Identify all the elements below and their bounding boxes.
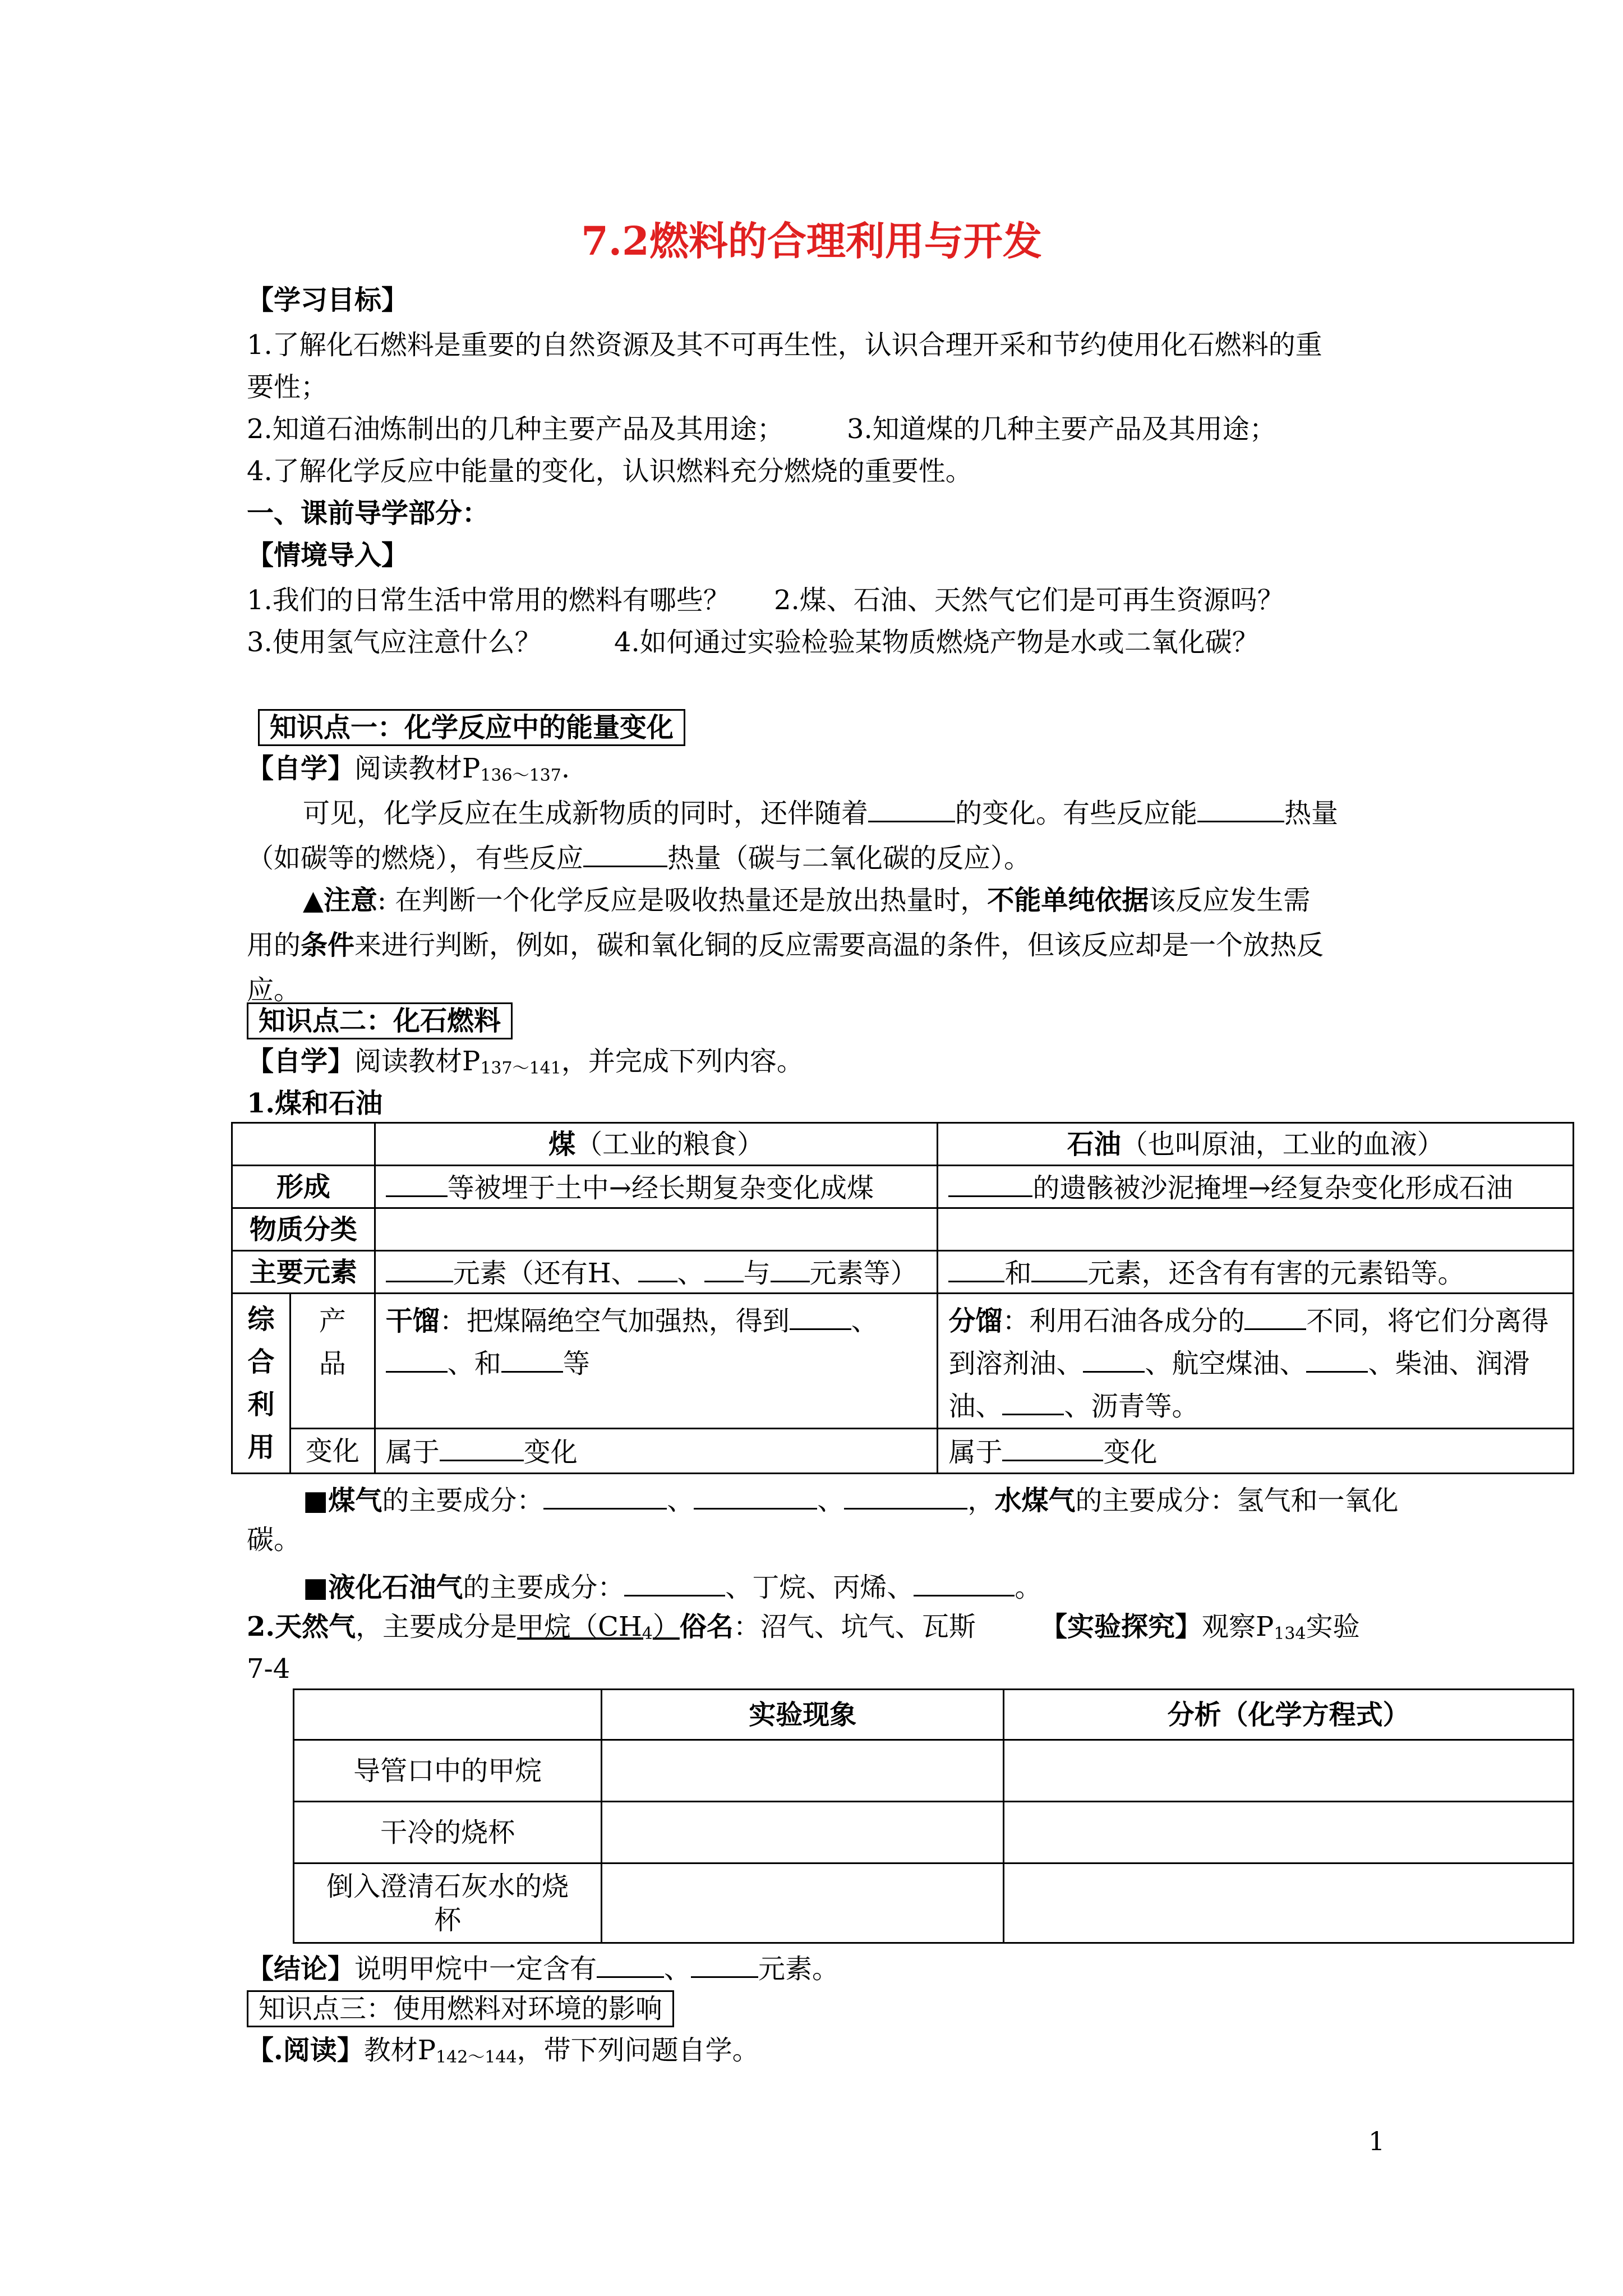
intro-question-3: 3.使用氢气应注意什么？ — [247, 627, 542, 658]
kp1-reading — [247, 752, 570, 793]
intro-question-1: 1.我们的日常生活中常用的燃料有哪些？ — [247, 585, 730, 616]
answer-blank[interactable] — [948, 1254, 1004, 1282]
coal-gas-line-cont: 碳。 — [247, 1524, 301, 1556]
answer-blank[interactable] — [790, 1301, 851, 1330]
goal-1-cont: 要性； — [247, 371, 328, 403]
conclusion-tag: 【结论】 — [247, 1953, 355, 1985]
knowledge-point-3-box: 知识点三：使用燃料对环境的影响 — [247, 1990, 674, 2027]
coal-formation: 等被埋于土中→经长期复杂变化成煤 — [375, 1166, 938, 1208]
note2-text-c: 来进行判断，例如，碳和氧化铜的反应需要高温的条件，但该反应却是一个放热反 — [354, 930, 1324, 961]
answer-blank[interactable] — [583, 839, 667, 867]
alias-label: 俗名 — [679, 1611, 734, 1642]
header-analysis: 分析（化学方程式） — [1004, 1690, 1574, 1740]
water-gas-text: 的主要成分：氢气和一氧化 — [1075, 1485, 1399, 1516]
kp1-text-e: 热量（碳与二氧化碳的反应）。 — [667, 843, 1031, 874]
lpg-text-2: 、丁烷、丙烯、 — [725, 1572, 914, 1603]
goal-3: 3.知道煤的几种主要产品及其用途； — [847, 413, 1276, 445]
kp2-read-text: 阅读教材P — [354, 1046, 481, 1077]
answer-blank[interactable] — [844, 1481, 967, 1510]
answer-blank[interactable] — [1083, 1344, 1145, 1373]
header-phenomenon: 实验现象 — [602, 1690, 1004, 1740]
answer-blank[interactable] — [1002, 1387, 1064, 1415]
kp1-paragraph-1 — [303, 794, 1338, 830]
exp-cell[interactable] — [1004, 1740, 1574, 1802]
kp1-note-1 — [303, 884, 1310, 917]
answer-blank[interactable] — [597, 1949, 664, 1978]
answer-blank[interactable] — [1244, 1301, 1306, 1330]
kp1-read-pages: 136～137 — [480, 766, 561, 785]
exp-row-dry-beaker: 干冷的烧杯 — [294, 1802, 602, 1864]
kp3-read-text: 教材P — [363, 2035, 436, 2066]
methane-experiment-table — [293, 1688, 1574, 1944]
coal-elements: 元素（还有H、 、 与 元素等） — [375, 1251, 938, 1294]
separator: 、 — [817, 1485, 845, 1516]
kp1-note-3: 应。 — [247, 974, 301, 1006]
row-label-elements: 主要元素 — [232, 1251, 375, 1294]
kp3-read-tag: 【.阅读】 — [247, 2035, 364, 2066]
conclusion-text-2: 元素。 — [758, 1953, 840, 1985]
separator: ， — [967, 1485, 995, 1516]
lpg-text: 的主要成分： — [463, 1572, 625, 1603]
note2-text-a: 用的 — [247, 930, 301, 961]
exp-cell[interactable] — [602, 1740, 1004, 1802]
intro-question-2: 2.煤、石油、天然气它们是可再生资源吗？ — [774, 585, 1284, 616]
exp-table-corner — [294, 1690, 602, 1740]
kp3-read-end: ，带下列问题自学。 — [517, 2035, 759, 2066]
answer-blank[interactable] — [694, 1481, 817, 1510]
kp2-reading — [247, 1045, 804, 1085]
exp-cell[interactable] — [1004, 1864, 1574, 1943]
kp2-read-end: ，并完成下列内容。 — [561, 1046, 804, 1077]
answer-blank[interactable] — [1306, 1344, 1368, 1373]
note-text-a: : 在判断一个化学反应是吸收热量还是放出热量时， — [377, 885, 988, 916]
kp1-note-2 — [247, 928, 1324, 962]
coal-change: 属于 变化 — [375, 1429, 938, 1474]
note2-text-b: 条件 — [301, 930, 355, 961]
conclusion-text: 说明甲烷中一定含有 — [354, 1953, 597, 1985]
separator: 、 — [667, 1485, 694, 1516]
row-label-utilization: 综 合 利 用 — [232, 1294, 291, 1474]
natural-gas-text: ，主要成分是 — [356, 1611, 518, 1642]
methane-formula: 甲烷$(CH_4)$ — [517, 1611, 680, 1644]
oil-formation: 的遗骸被沙泥掩埋→经复杂变化形成石油 — [938, 1166, 1574, 1208]
answer-blank[interactable] — [386, 1254, 453, 1282]
oil-elements: 和 元素，还含有有害的元素铅等。 — [938, 1251, 1574, 1294]
exp-row-limewater-beaker: 倒入澄清石灰水的烧 杯 — [294, 1864, 602, 1943]
answer-blank[interactable] — [624, 1568, 725, 1596]
answer-blank[interactable] — [948, 1168, 1032, 1197]
kp1-read-text: 阅读教材P — [354, 753, 481, 784]
answer-blank[interactable] — [543, 1481, 667, 1510]
experiment-text: 观察P — [1202, 1611, 1274, 1642]
section-heading: 一、课前导学部分： — [247, 498, 490, 529]
kp1-text-d: （如碳等的燃烧），有些反应 — [247, 843, 584, 874]
exp-cell[interactable] — [1004, 1802, 1574, 1864]
kp1-text-a: 可见，化学反应在生成新物质的同时，还伴随着 — [303, 798, 869, 829]
natural-gas-label: 2.天然气 — [247, 1611, 356, 1642]
coal-gas-line — [303, 1481, 1398, 1517]
alias-text: ：沼气、坑气、瓦斯 — [733, 1611, 976, 1642]
subheading-coal-oil: 1.煤和石油 — [247, 1088, 383, 1119]
coal-products: 干馏：把煤隔绝空气加强热，得到 、 、和 等 — [375, 1294, 938, 1429]
intro-question-4: 4.如何通过实验检验某物质燃烧产物是水或二氧化碳？ — [614, 627, 1259, 658]
row-label-formation: 形成 — [232, 1166, 375, 1208]
lpg-label: 液化石油气 — [328, 1572, 463, 1603]
answer-blank[interactable] — [691, 1949, 758, 1978]
answer-blank[interactable] — [1031, 1254, 1087, 1282]
exp-cell[interactable] — [602, 1864, 1004, 1943]
oil-classification-cell[interactable] — [938, 1208, 1574, 1251]
lpg-line — [303, 1568, 1041, 1604]
exp-cell[interactable] — [602, 1802, 1004, 1864]
goals-heading: 【学习目标】 — [247, 284, 409, 316]
experiment-number: 7-4 — [247, 1653, 291, 1685]
separator: 、 — [664, 1953, 691, 1985]
answer-blank[interactable] — [386, 1344, 448, 1373]
knowledge-point-1-box: 知识点一：化学反应中的能量变化 — [258, 709, 685, 746]
coal-gas-text: 的主要成分： — [382, 1485, 544, 1516]
coal-classification-cell[interactable] — [375, 1208, 938, 1251]
water-gas-label: 水煤气 — [994, 1485, 1076, 1516]
page-title: 7.2燃料的合理利用与开发 — [581, 218, 1042, 264]
answer-blank[interactable] — [704, 1254, 744, 1282]
kp3-read-pages: 142～144 — [436, 2047, 517, 2067]
header-oil: 石油（也叫原油，工业的血液） — [938, 1123, 1574, 1166]
conclusion-line — [247, 1949, 839, 1986]
kp1-text-c: 热量 — [1284, 798, 1339, 829]
intro-heading: 【情境导入】 — [247, 540, 409, 571]
experiment-tag: 【实验探究】 — [1040, 1611, 1202, 1642]
separator: 。 — [1015, 1572, 1042, 1603]
answer-blank[interactable] — [1002, 1433, 1103, 1461]
square-bullet: ■ — [303, 1485, 329, 1516]
answer-blank[interactable] — [771, 1254, 810, 1282]
answer-blank[interactable] — [638, 1254, 677, 1282]
goal-1: 1.了解化石燃料是重要的自然资源及其不可再生性，认识合理开采和节约使用化石燃料的重 — [247, 329, 1322, 361]
kp1-paragraph-2 — [247, 839, 1031, 875]
note-tag: ▲注意 — [303, 885, 377, 916]
coal-oil-table — [231, 1122, 1574, 1474]
goal-4: 4.了解化学反应中能量的变化，认识燃料充分燃烧的重要性。 — [247, 455, 972, 487]
row-label-classification: 物质分类 — [232, 1208, 375, 1251]
oil-products: 分馏：利用石油各成分的 不同，将它们分离得 到溶剂油、 、航空煤油、 、柴油、润滑 油、 、沥青等。 — [938, 1294, 1574, 1429]
square-bullet: ■ — [303, 1572, 329, 1603]
row-label-change: 变化 — [290, 1429, 375, 1474]
kp1-text-b: 的变化。有些反应能 — [955, 798, 1198, 829]
knowledge-point-2-box: 知识点二：化石燃料 — [247, 1002, 513, 1039]
kp1-read-tag: 【自学】 — [247, 753, 355, 784]
coal-gas-label: 煤气 — [328, 1485, 382, 1516]
page-number: 1 — [1368, 2126, 1385, 2156]
answer-blank[interactable] — [386, 1168, 448, 1197]
header-coal: 煤（工业的粮食） — [375, 1123, 938, 1166]
natural-gas-line — [247, 1610, 976, 1651]
kp3-reading — [247, 2033, 759, 2074]
note-text-c: 该反应发生需 — [1149, 885, 1311, 916]
kp2-read-tag: 【自学】 — [247, 1046, 355, 1077]
answer-blank[interactable] — [1197, 794, 1284, 822]
answer-blank[interactable] — [501, 1344, 563, 1373]
experiment-text-2: 实验 — [1306, 1611, 1360, 1642]
experiment-reference — [1040, 1610, 1360, 1651]
kp1-read-end: . — [561, 753, 570, 784]
exp-row-methane: 导管口中的甲烷 — [294, 1740, 602, 1802]
oil-change: 属于 变化 — [938, 1429, 1574, 1474]
goal-2: 2.知道石油炼制出的几种主要产品及其用途； — [247, 413, 784, 445]
kp2-read-pages: 137～141 — [480, 1059, 561, 1078]
note-text-b: 不能单纯依据 — [987, 885, 1149, 916]
table-corner — [232, 1123, 375, 1166]
row-label-products: 产品 — [290, 1294, 375, 1429]
answer-blank[interactable] — [440, 1433, 524, 1461]
answer-blank[interactable] — [868, 794, 955, 822]
experiment-page: 134 — [1274, 1624, 1306, 1644]
answer-blank[interactable] — [914, 1568, 1015, 1596]
